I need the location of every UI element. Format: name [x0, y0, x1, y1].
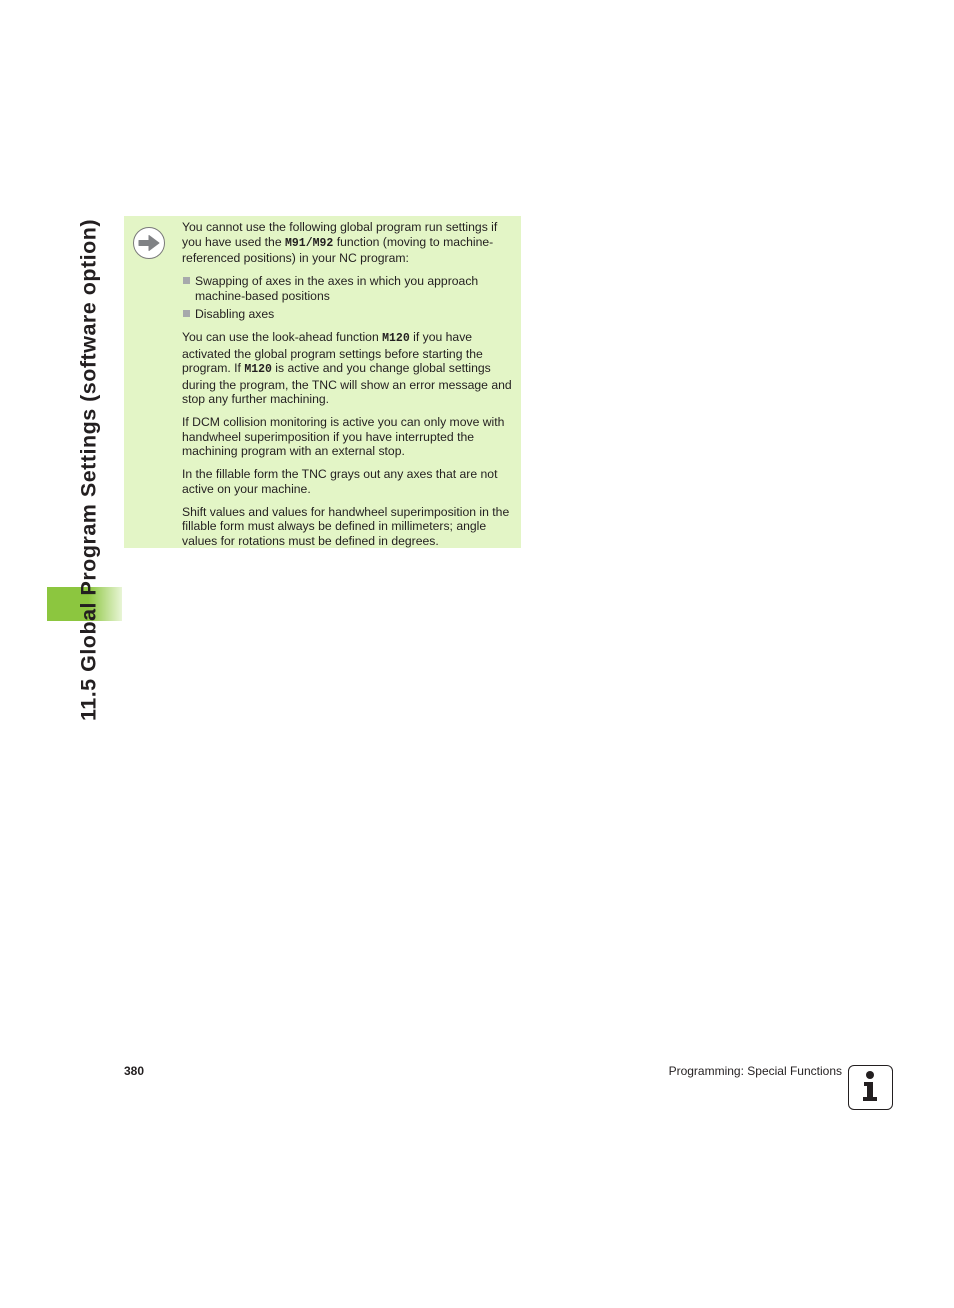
list-item: Disabling axes [182, 307, 516, 322]
code-m92: M92 [312, 236, 334, 250]
bullet-square-icon [183, 310, 190, 317]
note-paragraph-3: If DCM collision monitoring is active you can only move with handwheel superimposition if you have interrupted the machining program with an external stop. [182, 415, 505, 458]
arrow-right-icon [133, 227, 165, 259]
page-number: 380 [124, 1064, 145, 1078]
code-m120: M120 [382, 332, 410, 345]
note-paragraph-1: You cannot use the following global program run settings if you have used the M91/M92 function (moving to machine-referenced positions) in your NC program: [182, 220, 498, 265]
info-icon [848, 1065, 893, 1110]
note-paragraph-2: You can use the look-ahead function M120 if you have activated the global program settings before starting the program. If M120 is active and you change global settings during the program, the TNC will show an error message and stop any further machining. [182, 330, 512, 406]
note-paragraph-4: In the fillable form the TNC grays out any axes that are not active on your machine. [182, 467, 498, 496]
note-text [182, 220, 516, 548]
list-item: Swapping of axes in the axes in which you approach machine-based positions [182, 274, 516, 303]
chapter-name: Programming: Special Functions [668, 1064, 842, 1078]
bullet-square-icon [183, 277, 190, 284]
code-m91: M91 [285, 236, 306, 250]
code-m120: M120 [244, 363, 272, 376]
note-paragraph-5: Shift values and values for handwheel superimposition in the fillable form must always be defined in millimeters; angle values for rotations must be defined in degrees. [182, 504, 510, 548]
